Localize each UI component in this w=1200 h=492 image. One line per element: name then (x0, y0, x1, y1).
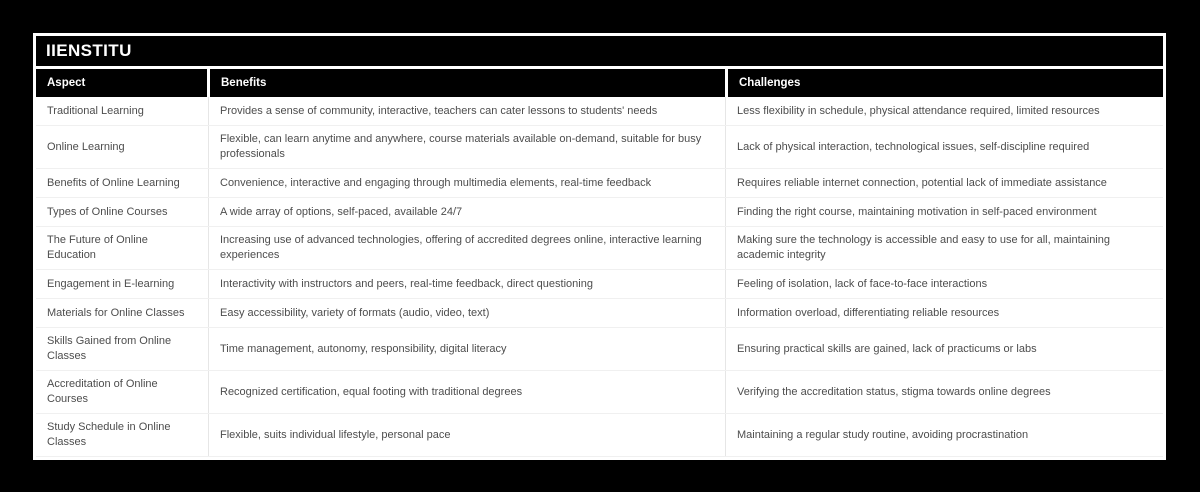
aspect-cell: Study Schedule in Online Classes (47, 421, 171, 448)
aspect-cell: Engagement in E-learning (47, 277, 175, 290)
table-row (36, 126, 1163, 169)
table-row (36, 97, 1163, 126)
table-row (36, 371, 1163, 414)
challenges-cell: Making sure the technology is accessible and easy to use for all, maintaining academic integrity (725, 227, 1163, 269)
challenges-cell: Ensuring practical skills are gained, lack of practicums or labs (725, 328, 1163, 370)
benefits-cell: Flexible, can learn anytime and anywhere, course materials available on-demand, suitable for busy professionals (208, 126, 725, 168)
table-row (36, 414, 1163, 457)
benefits-cell: Increasing use of advanced technologies, offering of accredited degrees online, interactive learning experiences (208, 227, 725, 269)
table-title-bar (36, 36, 1163, 66)
benefits-cell: Easy accessibility, variety of formats (audio, video, text) (208, 299, 725, 327)
table-body (36, 97, 1163, 457)
benefits-cell: Provides a sense of community, interactive, teachers can cater lessons to students' needs (208, 97, 725, 125)
column-header-challenges: Challenges (728, 69, 1163, 97)
benefits-cell: Time management, autonomy, responsibility, digital literacy (208, 328, 725, 370)
table-row (36, 270, 1163, 299)
aspect-cell: Traditional Learning (47, 104, 144, 117)
table-row (36, 328, 1163, 371)
benefits-cell: A wide array of options, self-paced, available 24/7 (208, 198, 725, 226)
challenges-cell: Maintaining a regular study routine, avoiding procrastination (725, 414, 1163, 456)
aspect-cell: The Future of Online Education (47, 234, 148, 261)
column-header-benefits: Benefits (210, 69, 725, 97)
challenges-cell: Lack of physical interaction, technological issues, self-discipline required (725, 126, 1163, 168)
challenges-cell: Finding the right course, maintaining motivation in self-paced environment (725, 198, 1163, 226)
benefits-cell: Flexible, suits individual lifestyle, personal pace (208, 414, 725, 456)
benefits-cell: Interactivity with instructors and peers, real-time feedback, direct questioning (208, 270, 725, 298)
comparison-table-card (33, 33, 1166, 460)
table-header-row (36, 69, 1163, 97)
brand-title: IIENSTITU (46, 41, 132, 60)
benefits-cell: Recognized certification, equal footing with traditional degrees (208, 371, 725, 413)
aspect-cell: Accreditation of Online Courses (47, 378, 158, 405)
aspect-cell: Benefits of Online Learning (47, 176, 180, 189)
challenges-cell: Verifying the accreditation status, stigma towards online degrees (725, 371, 1163, 413)
table-row (36, 169, 1163, 198)
aspect-cell: Types of Online Courses (47, 205, 168, 218)
challenges-cell: Information overload, differentiating reliable resources (725, 299, 1163, 327)
challenges-cell: Feeling of isolation, lack of face-to-face interactions (725, 270, 1163, 298)
table-row (36, 299, 1163, 328)
benefits-cell: Convenience, interactive and engaging through multimedia elements, real-time feedback (208, 169, 725, 197)
table-row (36, 198, 1163, 227)
challenges-cell: Requires reliable internet connection, potential lack of immediate assistance (725, 169, 1163, 197)
aspect-cell: Materials for Online Classes (47, 306, 185, 319)
column-header-aspect: Aspect (36, 69, 207, 97)
challenges-cell: Less flexibility in schedule, physical attendance required, limited resources (725, 97, 1163, 125)
aspect-cell: Skills Gained from Online Classes (47, 335, 172, 362)
table-row (36, 227, 1163, 270)
aspect-cell: Online Learning (47, 140, 125, 153)
